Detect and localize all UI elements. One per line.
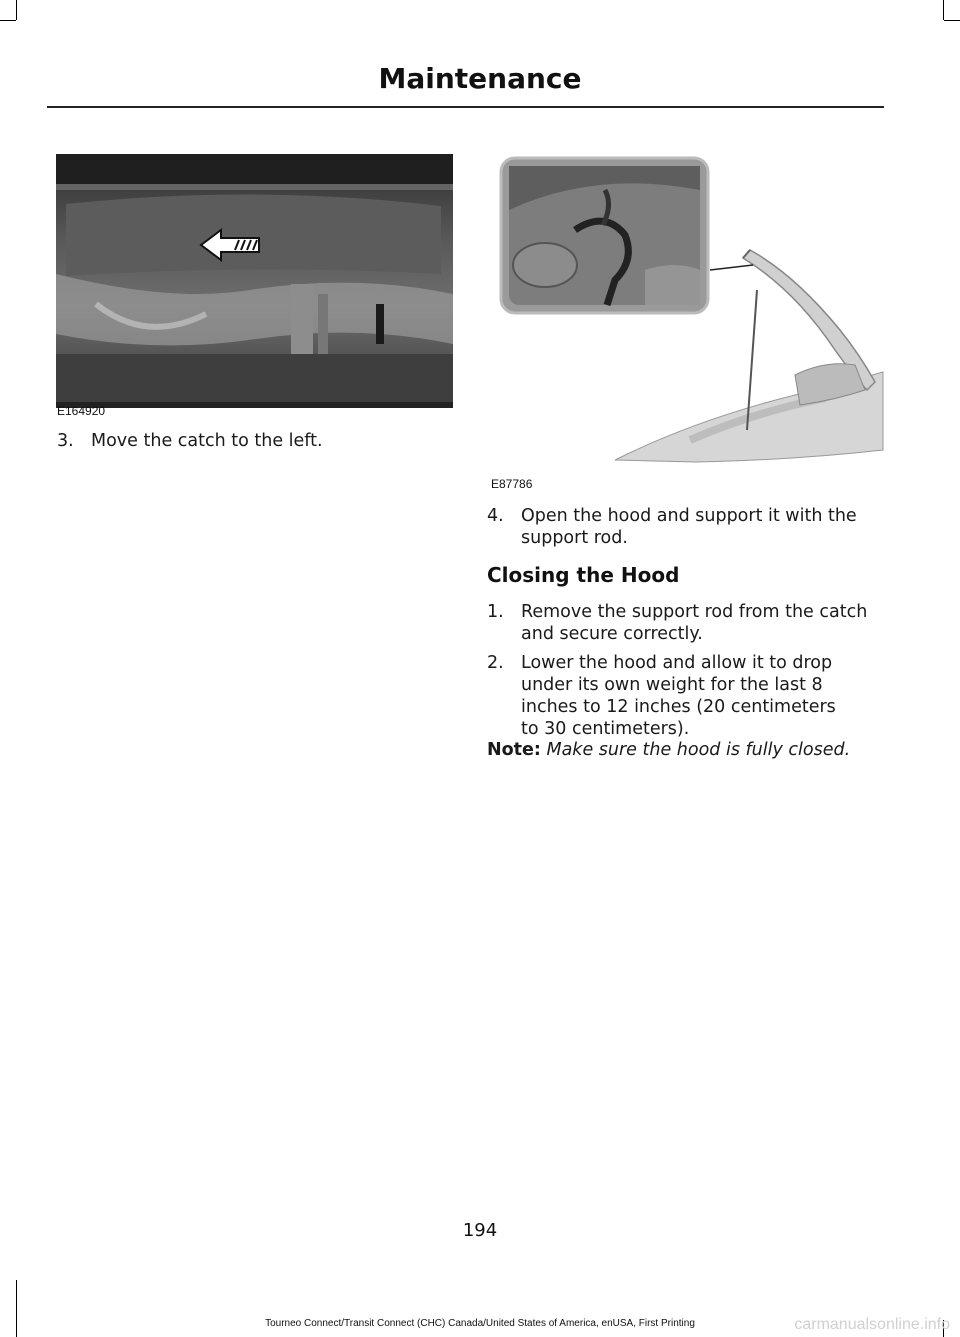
page-title: Maintenance bbox=[378, 62, 582, 95]
figure-id: E87786 bbox=[491, 477, 533, 491]
watermark: carmanualsonline.info bbox=[794, 1316, 950, 1333]
hood-support-illustration bbox=[495, 150, 885, 465]
crop-mark bbox=[0, 20, 16, 21]
list-item: 2. Lower the hood and allow it to drop under its own weight for the last 8 inches to 12 inches (20 centimeters to 30 centimeters). bbox=[487, 653, 836, 739]
crop-mark bbox=[943, 0, 944, 20]
figure-id: E164920 bbox=[57, 404, 106, 418]
arrow-left-icon bbox=[199, 227, 263, 263]
page-number: 194 bbox=[462, 1220, 498, 1241]
note-text: Make sure the hood is fully closed. bbox=[546, 740, 851, 760]
section-heading: Closing the Hood bbox=[487, 563, 680, 587]
note-label: Note: bbox=[487, 740, 541, 760]
list-item: 1. Remove the support rod from the catch and secure correctly. bbox=[487, 602, 868, 644]
crop-mark bbox=[944, 20, 960, 21]
hood-catch-photo bbox=[56, 154, 453, 408]
footer-text: Tourneo Connect/Transit Connect (CHC) Canada/United States of America, enUSA, First Printing bbox=[265, 1318, 695, 1329]
crop-mark bbox=[16, 0, 17, 20]
list-item: 4. Open the hood and support it with the support rod. bbox=[487, 506, 857, 548]
note-line bbox=[487, 740, 850, 760]
header-rule bbox=[47, 106, 884, 108]
